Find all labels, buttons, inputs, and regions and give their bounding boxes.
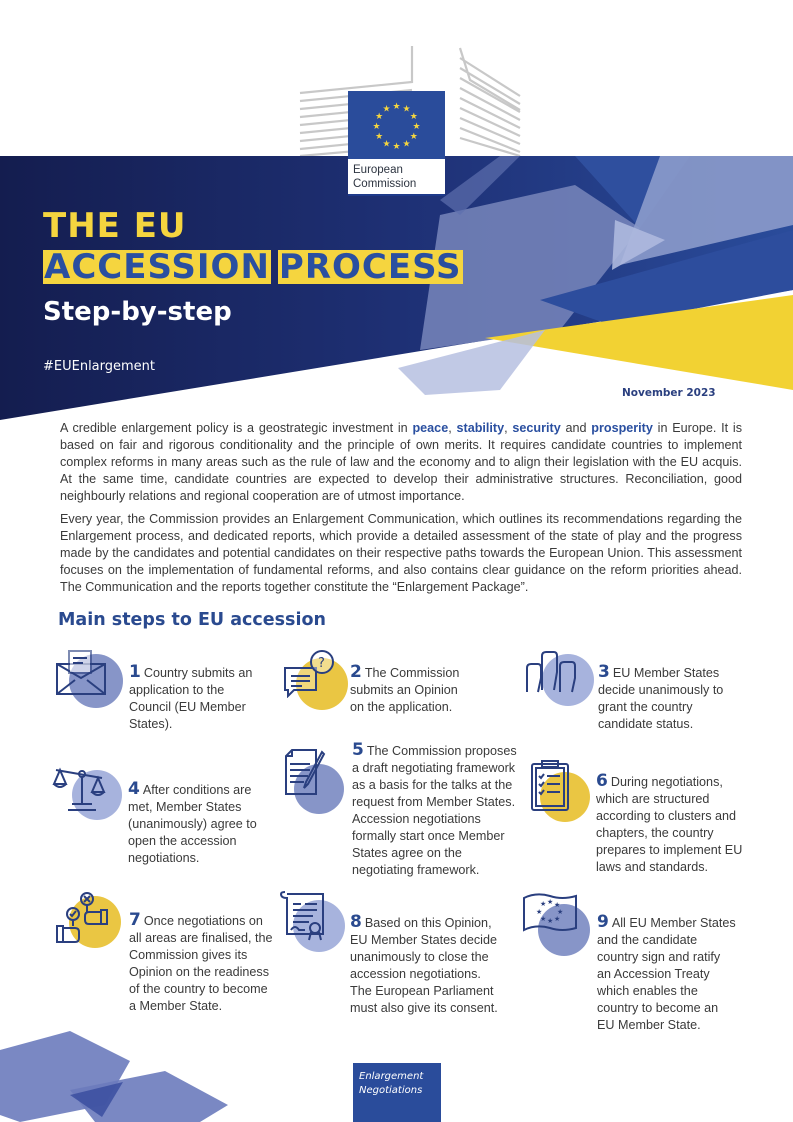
keyword-stability: stability bbox=[456, 421, 505, 435]
keyword-security: security bbox=[512, 421, 561, 435]
clipboard-checklist-icon bbox=[530, 760, 590, 816]
svg-text:★: ★ bbox=[402, 104, 411, 115]
eu-flag-icon bbox=[348, 91, 445, 159]
enlargement-negotiations-badge[interactable] bbox=[353, 1063, 441, 1122]
envelope-icon bbox=[55, 648, 115, 698]
title-line1: THE EU bbox=[43, 206, 187, 246]
title-word-accession: ACCESSION bbox=[44, 247, 270, 287]
footer-decorative-shapes bbox=[0, 1025, 260, 1122]
intro-paragraph-2: Every year, the Commission provides an Enlargement Communication, which outlines its recommendations regarding the Enlargement process, and dedicated reports, which provide a detailed assessment of the state of play and the progress made by the candidates and potential candidates on their respective paths towards the European Union. This assessment focuses on the implementation of fundamental reforms, and also contains clear guidance on the reform priorities ahead. The Communication and the reports together constitute the “Enlargement Package”. bbox=[60, 512, 742, 594]
svg-text:★: ★ bbox=[372, 122, 381, 132]
svg-text:★: ★ bbox=[409, 132, 418, 142]
svg-text:★: ★ bbox=[547, 917, 554, 925]
hashtag[interactable]: #EUEnlargement bbox=[43, 359, 156, 374]
intro-text bbox=[60, 420, 742, 602]
badge-line1: Enlargement bbox=[359, 1071, 424, 1082]
hands-magnifier-icon bbox=[55, 888, 115, 944]
hero-title-block bbox=[43, 207, 463, 328]
logo-org-line2: Commission bbox=[353, 178, 417, 190]
keyword-prosperity: prosperity bbox=[591, 421, 653, 435]
svg-text:★: ★ bbox=[547, 898, 554, 906]
subtitle: Step-by-step bbox=[43, 297, 232, 327]
logo-org-name bbox=[348, 159, 445, 196]
svg-text:★: ★ bbox=[382, 104, 391, 115]
european-commission-logo[interactable] bbox=[348, 91, 445, 198]
logo-org-line1: European bbox=[353, 164, 403, 176]
svg-text:★: ★ bbox=[540, 900, 547, 908]
svg-text:★: ★ bbox=[382, 139, 391, 150]
svg-text:★: ★ bbox=[554, 901, 561, 909]
svg-text:★: ★ bbox=[402, 139, 411, 150]
raised-hands-icon bbox=[522, 648, 582, 698]
svg-text:?: ? bbox=[318, 656, 325, 671]
svg-text:★: ★ bbox=[392, 102, 401, 112]
svg-text:★: ★ bbox=[409, 112, 418, 122]
svg-text:★: ★ bbox=[554, 915, 561, 923]
svg-text:★: ★ bbox=[536, 908, 543, 916]
intro-paragraph-1: A credible enlargement policy is a geostrategic investment in peace, stability, security and prosperity in Europe. It is based on fair and rigorous conditionality and the principle of own merits. It requires candidate countries to implement complex reforms in many areas such as the rule of law and the economy and to align their legislation with the EU acquis. At the same time, candidate countries are expected to develop their administrative structures. Reconciliation, good neighbourly relations and regional cooperation are of utmost importance. bbox=[60, 421, 743, 503]
certificate-icon bbox=[279, 890, 339, 946]
section-title: Main steps to EU accession bbox=[58, 610, 326, 630]
svg-text:★: ★ bbox=[375, 112, 384, 122]
scales-icon bbox=[52, 766, 112, 816]
title-line2 bbox=[43, 247, 463, 287]
document-pen-icon bbox=[284, 742, 344, 802]
eu-flag-waving-icon bbox=[522, 892, 582, 948]
svg-text:★: ★ bbox=[375, 132, 384, 142]
badge-line2: Negotiations bbox=[359, 1085, 423, 1096]
svg-text:★: ★ bbox=[557, 908, 564, 916]
svg-text:★: ★ bbox=[540, 915, 547, 923]
svg-text:★: ★ bbox=[412, 122, 421, 132]
publication-date: November 2023 bbox=[622, 387, 716, 399]
keyword-peace: peace bbox=[412, 421, 449, 435]
title-word-process: PROCESS bbox=[278, 247, 462, 287]
svg-text:★: ★ bbox=[392, 142, 401, 152]
speech-bubble-question-icon bbox=[282, 648, 342, 698]
